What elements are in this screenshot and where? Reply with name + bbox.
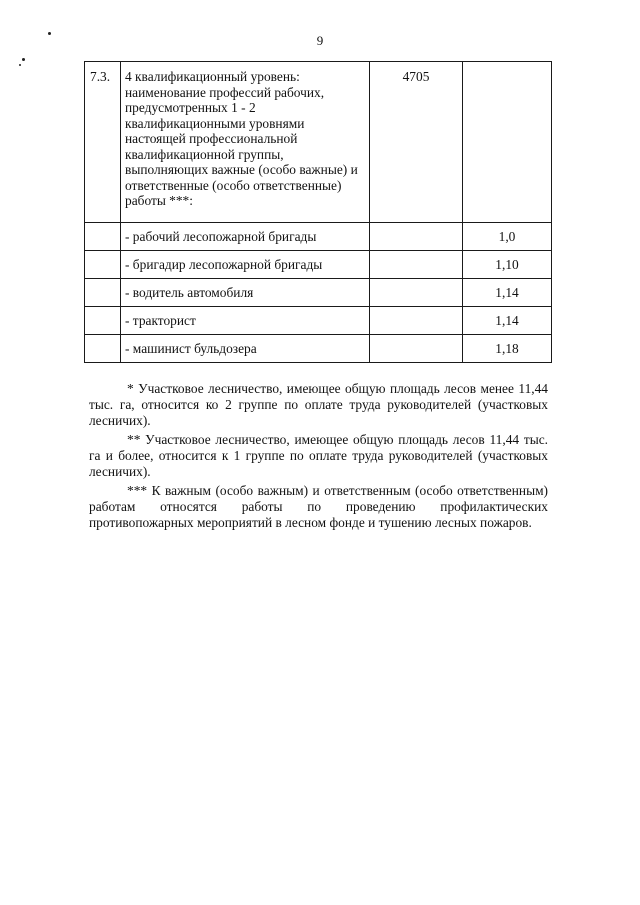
row-value	[370, 251, 463, 279]
scan-mark	[19, 64, 21, 66]
row-number: 7.3.	[85, 62, 121, 223]
profession-name: - тракторист	[121, 307, 370, 335]
profession-name: - машинист бульдозера	[121, 335, 370, 363]
footnote-single-asterisk: * Участковое лесничество, имеющее общую площадь лесов менее 11,44 тыс. га, относится ко 2 группе по оплате труда руководителей (участковых лесничих).	[89, 381, 548, 428]
table-group-row	[85, 62, 552, 223]
row-value	[370, 335, 463, 363]
table-row	[85, 223, 552, 251]
row-coefficient: 1,0	[463, 223, 552, 251]
table-row	[85, 251, 552, 279]
profession-name: - водитель автомобиля	[121, 279, 370, 307]
table-row	[85, 335, 552, 363]
row-value	[370, 307, 463, 335]
row-coefficient: 1,14	[463, 279, 552, 307]
profession-name: - рабочий лесопожарной бригады	[121, 223, 370, 251]
group-coefficient	[463, 62, 552, 223]
footnote-double-asterisk: ** Участковое лесничество, имеющее общую площадь лесов 11,44 тыс. га и более, относится к 1 группе по оплате труда руководителей (участковых лесничих).	[89, 432, 548, 479]
page-number: 9	[316, 33, 324, 48]
row-number	[85, 223, 121, 251]
row-number	[85, 251, 121, 279]
footnotes	[89, 381, 548, 534]
footnote-triple-asterisk: *** К важным (особо важным) и ответственным (особо ответственным) работам относятся работы по проведению профилактических противопожарных мероприятий в лесном фонде и тушению лесных пожаров.	[89, 483, 548, 530]
row-number	[85, 335, 121, 363]
table-row	[85, 279, 552, 307]
group-description: 4 квалификационный уровень: наименование профессий рабочих, предусмотренных 1 - 2 квалификационными уровнями настоящей профессиональной квалификационной группы, выполняющих важные (особо важные) и ответственные (особо ответственные) работы ***:	[121, 62, 370, 223]
table-row	[85, 307, 552, 335]
row-value	[370, 279, 463, 307]
row-number	[85, 307, 121, 335]
row-coefficient: 1,14	[463, 307, 552, 335]
profession-name: - бригадир лесопожарной бригады	[121, 251, 370, 279]
scan-mark	[22, 58, 25, 61]
row-coefficient: 1,10	[463, 251, 552, 279]
row-number	[85, 279, 121, 307]
group-value: 4705	[370, 62, 463, 223]
row-value	[370, 223, 463, 251]
qualification-table	[84, 61, 552, 363]
row-coefficient: 1,18	[463, 335, 552, 363]
